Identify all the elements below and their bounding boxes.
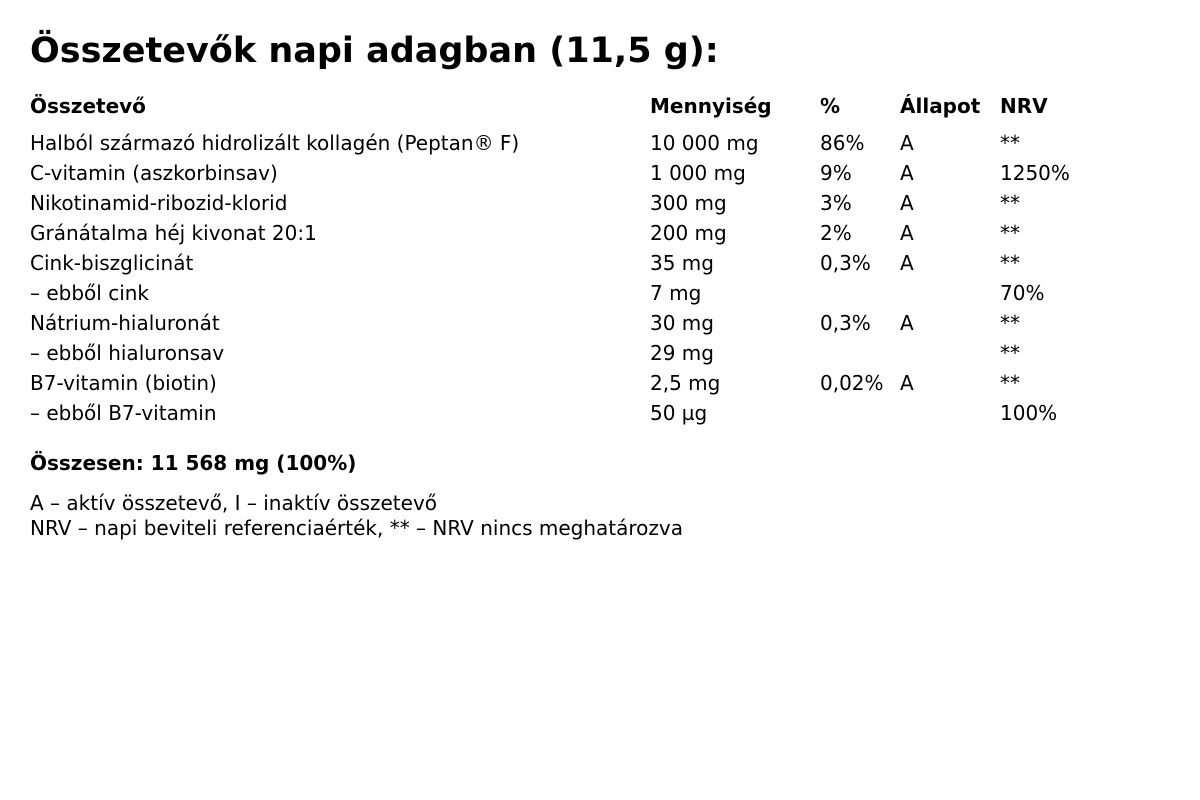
cell-status: A: [900, 161, 914, 185]
cell-percent: 0,3%: [820, 251, 871, 275]
cell-nrv: **: [1000, 371, 1020, 395]
cell-status: A: [900, 221, 914, 245]
cell-percent: 9%: [820, 161, 852, 185]
table-row: [30, 308, 1100, 338]
cell-percent: 0,3%: [820, 311, 871, 335]
cell-percent: 86%: [820, 131, 865, 155]
table-row: [30, 338, 1100, 368]
legend-status-line: A – aktív összetevő, I – inaktív összetevő: [30, 491, 438, 515]
column-header-percent: %: [820, 94, 841, 118]
table-row: [30, 218, 1100, 248]
cell-nrv: 1250%: [1000, 161, 1070, 185]
cell-percent: 3%: [820, 191, 852, 215]
column-header-ingredient: Összetevő: [30, 94, 146, 118]
cell-amount: 10 000 mg: [650, 131, 759, 155]
table-row: [30, 278, 1100, 308]
ingredients-table: [30, 92, 1100, 428]
column-header-status: Állapot: [900, 94, 981, 118]
column-header-amount: Mennyiség: [650, 94, 772, 118]
cell-nrv: **: [1000, 251, 1020, 275]
cell-status: A: [900, 191, 914, 215]
cell-ingredient: Halból származó hidrolizált kollagén (Peptan® F): [30, 131, 520, 155]
cell-ingredient: Cink-biszglicinát: [30, 251, 194, 275]
cell-ingredient: C-vitamin (aszkorbinsav): [30, 161, 278, 185]
table-row: [30, 248, 1100, 278]
cell-amount: 200 mg: [650, 221, 727, 245]
cell-status: [900, 398, 1000, 428]
cell-status: A: [900, 251, 914, 275]
table-row: [30, 398, 1100, 428]
page-title: Összetevők napi adagban (11,5 g):: [30, 31, 719, 71]
cell-percent: 2%: [820, 221, 852, 245]
legend: [30, 491, 1170, 541]
table-row: [30, 158, 1100, 188]
cell-amount: 29 mg: [650, 341, 714, 365]
cell-status: [900, 278, 1000, 308]
cell-nrv: **: [1000, 191, 1020, 215]
cell-amount: 35 mg: [650, 251, 714, 275]
cell-amount: 300 mg: [650, 191, 727, 215]
cell-ingredient: Gránátalma héj kivonat 20:1: [30, 221, 317, 245]
table-row: [30, 188, 1100, 218]
cell-ingredient: – ebből B7-vitamin: [30, 401, 217, 425]
cell-amount: 2,5 mg: [650, 371, 721, 395]
ingredients-document: [30, 27, 1170, 541]
cell-percent: 0,02%: [820, 371, 884, 395]
cell-nrv: **: [1000, 311, 1020, 335]
legend-nrv-line: NRV – napi beviteli referenciaérték, ** – NRV nincs meghatározva: [30, 516, 684, 540]
cell-status: A: [900, 311, 914, 335]
cell-amount: 50 µg: [650, 401, 708, 425]
cell-ingredient: – ebből cink: [30, 281, 150, 305]
cell-percent: [820, 278, 900, 308]
cell-amount: 1 000 mg: [650, 161, 746, 185]
cell-status: [900, 338, 1000, 368]
cell-ingredient: Nikotinamid-ribozid-klorid: [30, 191, 288, 215]
table-row: [30, 128, 1100, 158]
cell-amount: 7 mg: [650, 281, 702, 305]
cell-percent: [820, 338, 900, 368]
total-summary: Összesen: 11 568 mg (100%): [30, 451, 357, 475]
cell-ingredient: Nátrium-hialuronát: [30, 311, 220, 335]
cell-nrv: **: [1000, 341, 1020, 365]
column-header-nrv: NRV: [1000, 94, 1048, 118]
cell-ingredient: – ebből hialuronsav: [30, 341, 225, 365]
cell-status: A: [900, 131, 914, 155]
table-body: [30, 128, 1100, 428]
cell-nrv: **: [1000, 221, 1020, 245]
cell-status: A: [900, 371, 914, 395]
table-header-row: [30, 92, 1100, 128]
cell-nrv: **: [1000, 131, 1020, 155]
cell-nrv: 100%: [1000, 401, 1058, 425]
table-row: [30, 368, 1100, 398]
cell-amount: 30 mg: [650, 311, 714, 335]
cell-nrv: 70%: [1000, 281, 1045, 305]
cell-ingredient: B7-vitamin (biotin): [30, 371, 217, 395]
cell-percent: [820, 398, 900, 428]
